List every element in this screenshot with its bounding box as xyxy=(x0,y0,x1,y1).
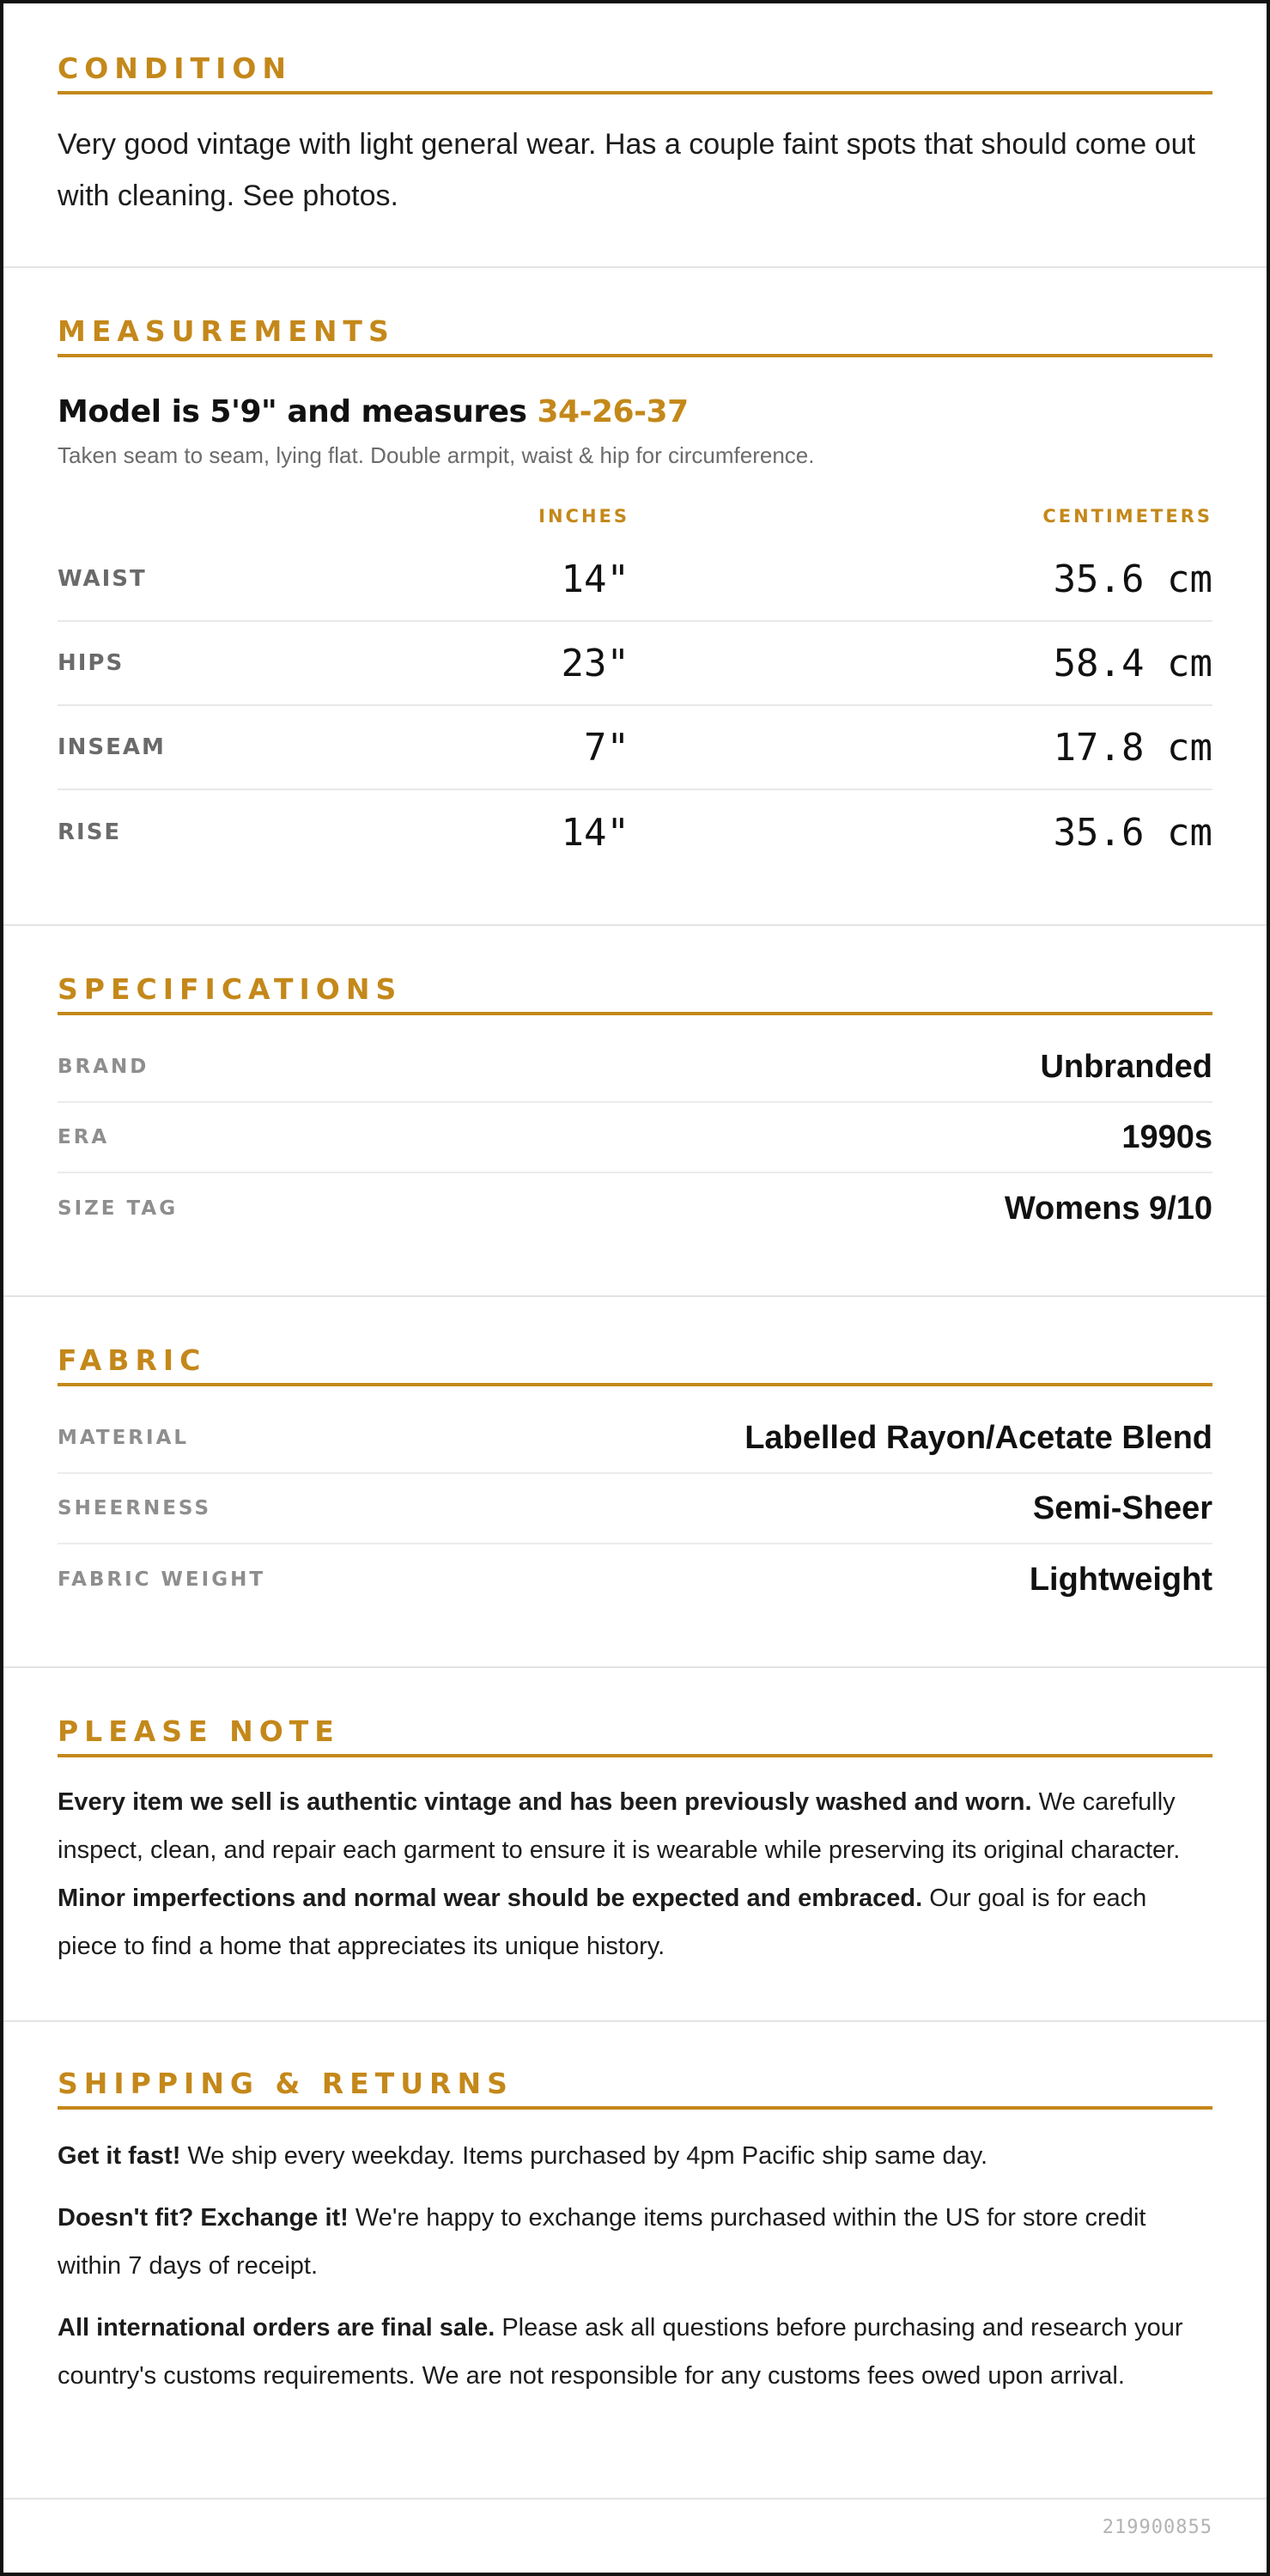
measurements-section xyxy=(3,306,1267,926)
spec-value: Unbranded xyxy=(1040,1048,1212,1085)
shipping-bold-2: Doesn't fit? Exchange it! xyxy=(58,2204,349,2232)
fabric-label: MATERIAL xyxy=(58,1427,190,1449)
model-measures-value: 34-26-37 xyxy=(537,394,689,429)
measurement-label: RISE xyxy=(58,819,122,845)
measurement-inches: 14" xyxy=(561,557,629,601)
list-item xyxy=(58,1404,1212,1474)
list-item xyxy=(58,1103,1212,1173)
model-prefix: Model is 5'9" and measures xyxy=(58,394,538,429)
condition-section xyxy=(3,43,1267,268)
spec-value: 1990s xyxy=(1121,1118,1212,1155)
shipping-bold-3: All international orders are final sale. xyxy=(58,2314,495,2342)
shipping-text-1: We ship every weekday. Items purchased by 4pm Pacific ship same day. xyxy=(180,2142,988,2170)
spec-label: ERA xyxy=(58,1126,110,1148)
list-item xyxy=(58,1544,1212,1615)
please-note-bold-2: Minor imperfections and normal wear should be expected and embraced. xyxy=(58,1885,923,1912)
shipping-title: SHIPPING & RETURNS xyxy=(58,2058,1212,2110)
fabric-title: FABRIC xyxy=(58,1335,1212,1386)
please-note-title: PLEASE NOTE xyxy=(58,1706,1212,1757)
measurement-cm: 17.8 cm xyxy=(1053,725,1212,770)
shipping-text-2: We're happy to exchange items purchased within the US for store credit within 7 days of receipt. xyxy=(58,2204,1146,2280)
measurements-title: MEASUREMENTS xyxy=(58,306,1212,357)
measurement-note: Taken seam to seam, lying flat. Double armpit, waist & hip for circumference. xyxy=(58,442,815,468)
table-row xyxy=(58,538,1212,622)
fabric-value: Lightweight xyxy=(1029,1561,1212,1598)
fabric-section xyxy=(3,1335,1267,1668)
measurement-cm: 35.6 cm xyxy=(1053,557,1212,601)
condition-title: CONDITION xyxy=(58,43,1212,94)
inches-column-header: INCHES xyxy=(538,506,629,527)
specifications-title: SPECIFICATIONS xyxy=(58,964,1212,1015)
fabric-value: Semi-Sheer xyxy=(1032,1489,1212,1526)
shipping-section xyxy=(3,2058,1267,2500)
measurement-label: INSEAM xyxy=(58,734,166,760)
list-item xyxy=(58,1173,1212,1244)
measurement-cm: 58.4 cm xyxy=(1053,641,1212,685)
measurement-inches: 7" xyxy=(584,725,629,770)
spec-value: Womens 9/10 xyxy=(1004,1190,1212,1227)
shipping-paragraph-1 xyxy=(58,2132,1212,2180)
fabric-label: SHEERNESS xyxy=(58,1497,212,1519)
list-item xyxy=(58,1032,1212,1103)
model-measurements xyxy=(58,392,1212,433)
please-note-bold-1: Every item we sell is authentic vintage and has been previously washed and worn. xyxy=(58,1788,1032,1816)
measurement-cm: 35.6 cm xyxy=(1053,810,1212,855)
item-id: 219900855 xyxy=(1102,2517,1212,2538)
table-row xyxy=(58,622,1212,706)
spec-label: SIZE TAG xyxy=(58,1197,179,1220)
spec-label: BRAND xyxy=(58,1056,149,1078)
fabric-label: FABRIC WEIGHT xyxy=(58,1568,266,1591)
shipping-bold-1: Get it fast! xyxy=(58,2142,181,2170)
table-row xyxy=(58,790,1212,874)
please-note-text-2: Our goal is for each piece to find a home that appreciates its unique history. xyxy=(58,1885,1147,1960)
shipping-text-3: Please ask all questions before purchasing and research your country's customs requirements. We are not responsible for any customs fees owed upon arrival. xyxy=(58,2314,1183,2390)
specifications-list xyxy=(58,1032,1212,1244)
please-note-text xyxy=(58,1778,1212,1970)
fabric-value: Labelled Rayon/Acetate Blend xyxy=(744,1419,1212,1456)
condition-text: Very good vintage with light general wear. Has a couple faint spots that should come out with cleaning. See photos. xyxy=(58,128,1195,212)
measurement-label: WAIST xyxy=(58,566,147,592)
table-row xyxy=(58,706,1212,790)
shipping-paragraph-2 xyxy=(58,2194,1212,2290)
please-note-text-1: We carefully inspect, clean, and repair each garment to ensure it is wearable while preserving its original character. xyxy=(58,1788,1181,1864)
measurement-inches: 14" xyxy=(561,810,629,855)
specifications-section xyxy=(3,964,1267,1297)
measurement-inches: 23" xyxy=(561,641,629,685)
list-item xyxy=(58,1474,1212,1544)
shipping-paragraph-3 xyxy=(58,2304,1212,2400)
measurement-label: HIPS xyxy=(58,650,125,676)
fabric-list xyxy=(58,1404,1212,1615)
centimeters-column-header: CENTIMETERS xyxy=(1042,506,1212,527)
measurements-table xyxy=(58,495,1212,874)
measurements-header xyxy=(58,495,1212,538)
please-note-section xyxy=(3,1706,1267,2022)
